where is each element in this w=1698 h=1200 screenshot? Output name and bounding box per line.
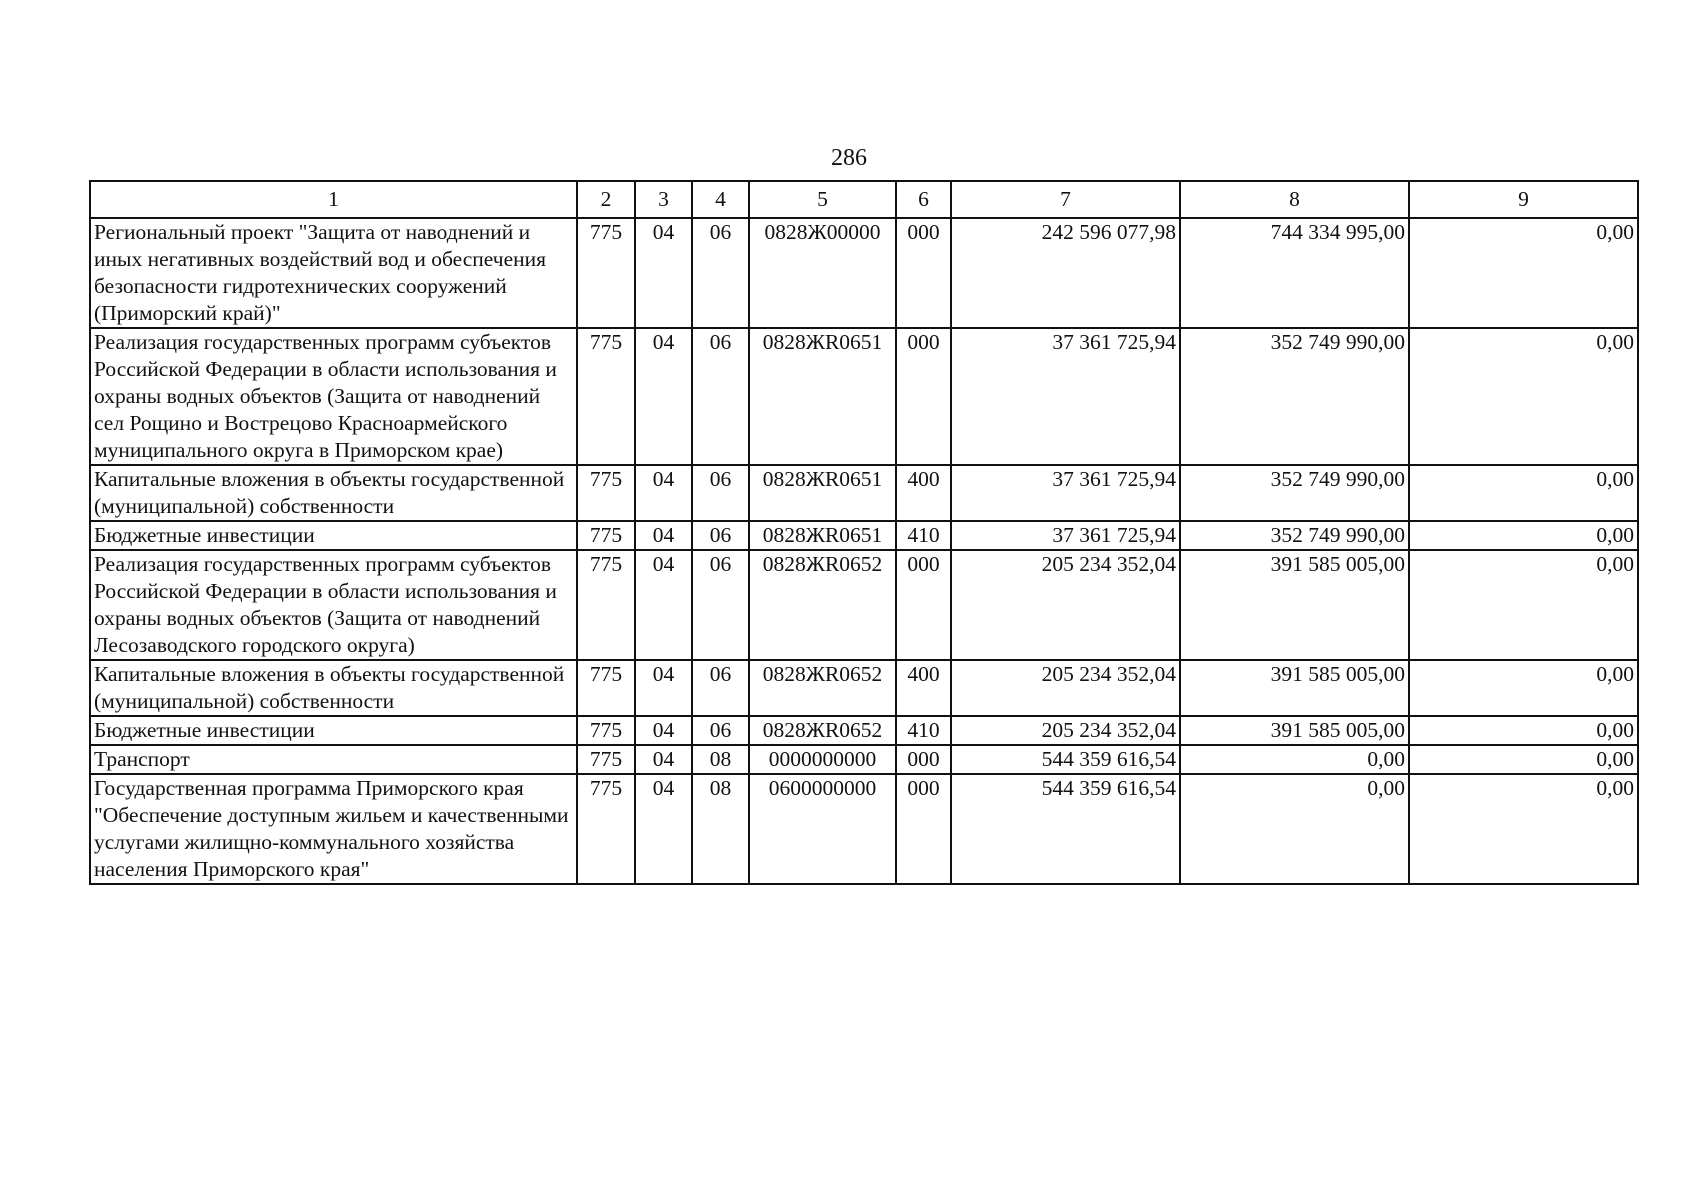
table-row	[90, 660, 1638, 716]
section-code: 04	[635, 328, 692, 465]
table-row	[90, 521, 1638, 550]
amount-col8: 0,00	[1180, 774, 1409, 884]
section-code: 04	[635, 660, 692, 716]
table-row	[90, 745, 1638, 774]
ministry-code: 775	[577, 521, 635, 550]
amount-col8: 352 749 990,00	[1180, 328, 1409, 465]
amount-col8: 352 749 990,00	[1180, 465, 1409, 521]
ministry-code: 775	[577, 716, 635, 745]
budget-table	[89, 180, 1639, 885]
expense-type-code: 000	[896, 774, 951, 884]
amount-col7: 242 596 077,98	[951, 218, 1180, 328]
row-description: Транспорт	[90, 745, 577, 774]
column-header: 6	[896, 181, 951, 218]
amount-col9: 0,00	[1409, 521, 1638, 550]
target-article-code: 0828ЖR0651	[749, 521, 896, 550]
amount-col8: 391 585 005,00	[1180, 716, 1409, 745]
row-description: Капитальные вложения в объекты государственной (муниципальной) собственности	[90, 660, 577, 716]
row-description: Бюджетные инвестиции	[90, 716, 577, 745]
section-code: 04	[635, 745, 692, 774]
amount-col7: 544 359 616,54	[951, 745, 1180, 774]
column-header: 4	[692, 181, 749, 218]
amount-col9: 0,00	[1409, 660, 1638, 716]
section-code: 04	[635, 465, 692, 521]
amount-col7: 37 361 725,94	[951, 328, 1180, 465]
amount-col7: 37 361 725,94	[951, 465, 1180, 521]
page-number: 286	[831, 145, 867, 171]
ministry-code: 775	[577, 745, 635, 774]
amount-col8: 391 585 005,00	[1180, 660, 1409, 716]
subsection-code: 06	[692, 521, 749, 550]
ministry-code: 775	[577, 660, 635, 716]
expense-type-code: 000	[896, 745, 951, 774]
amount-col7: 205 234 352,04	[951, 660, 1180, 716]
amount-col7: 205 234 352,04	[951, 550, 1180, 660]
section-code: 04	[635, 218, 692, 328]
table-row	[90, 550, 1638, 660]
target-article-code: 0828ЖR0651	[749, 465, 896, 521]
ministry-code: 775	[577, 218, 635, 328]
expense-type-code: 410	[896, 521, 951, 550]
target-article-code: 0828ЖR0651	[749, 328, 896, 465]
table-row	[90, 716, 1638, 745]
table-row	[90, 465, 1638, 521]
amount-col8: 0,00	[1180, 745, 1409, 774]
amount-col9: 0,00	[1409, 745, 1638, 774]
target-article-code: 0600000000	[749, 774, 896, 884]
subsection-code: 08	[692, 774, 749, 884]
row-description: Реализация государственных программ субъектов Российской Федерации в области использования и охраны водных объектов (Защита от наводнений Лесозаводского городского округа)	[90, 550, 577, 660]
amount-col9: 0,00	[1409, 328, 1638, 465]
column-header: 8	[1180, 181, 1409, 218]
expense-type-code: 000	[896, 218, 951, 328]
table-row	[90, 328, 1638, 465]
amount-col9: 0,00	[1409, 465, 1638, 521]
amount-col9: 0,00	[1409, 550, 1638, 660]
expense-type-code: 410	[896, 716, 951, 745]
subsection-code: 08	[692, 745, 749, 774]
column-header: 1	[90, 181, 577, 218]
section-code: 04	[635, 774, 692, 884]
amount-col7: 205 234 352,04	[951, 716, 1180, 745]
column-header: 3	[635, 181, 692, 218]
row-description: Региональный проект "Защита от наводнений и иных негативных воздействий вод и обеспечения безопасности гидротехнических сооружений (Приморский край)"	[90, 218, 577, 328]
amount-col9: 0,00	[1409, 716, 1638, 745]
table-row	[90, 774, 1638, 884]
header-row	[90, 181, 1638, 218]
expense-type-code: 400	[896, 465, 951, 521]
ministry-code: 775	[577, 774, 635, 884]
target-article-code: 0828Ж00000	[749, 218, 896, 328]
target-article-code: 0000000000	[749, 745, 896, 774]
amount-col8: 391 585 005,00	[1180, 550, 1409, 660]
subsection-code: 06	[692, 328, 749, 465]
target-article-code: 0828ЖR0652	[749, 660, 896, 716]
ministry-code: 775	[577, 465, 635, 521]
column-header: 9	[1409, 181, 1638, 218]
expense-type-code: 000	[896, 550, 951, 660]
section-code: 04	[635, 716, 692, 745]
column-header: 5	[749, 181, 896, 218]
subsection-code: 06	[692, 660, 749, 716]
amount-col7: 37 361 725,94	[951, 521, 1180, 550]
table-row	[90, 218, 1638, 328]
subsection-code: 06	[692, 550, 749, 660]
amount-col9: 0,00	[1409, 218, 1638, 328]
amount-col9: 0,00	[1409, 774, 1638, 884]
subsection-code: 06	[692, 716, 749, 745]
expense-type-code: 400	[896, 660, 951, 716]
section-code: 04	[635, 521, 692, 550]
subsection-code: 06	[692, 465, 749, 521]
subsection-code: 06	[692, 218, 749, 328]
row-description: Реализация государственных программ субъектов Российской Федерации в области использования и охраны водных объектов (Защита от наводнений сел Рощино и Вострецово Красноармейского муниципального округа в Приморском крае)	[90, 328, 577, 465]
section-code: 04	[635, 550, 692, 660]
amount-col7: 544 359 616,54	[951, 774, 1180, 884]
amount-col8: 744 334 995,00	[1180, 218, 1409, 328]
amount-col8: 352 749 990,00	[1180, 521, 1409, 550]
target-article-code: 0828ЖR0652	[749, 716, 896, 745]
target-article-code: 0828ЖR0652	[749, 550, 896, 660]
expense-type-code: 000	[896, 328, 951, 465]
row-description: Государственная программа Приморского края "Обеспечение доступным жильем и качественными услугами жилищно-коммунального хозяйства населения Приморского края"	[90, 774, 577, 884]
column-header: 7	[951, 181, 1180, 218]
column-header: 2	[577, 181, 635, 218]
row-description: Бюджетные инвестиции	[90, 521, 577, 550]
ministry-code: 775	[577, 550, 635, 660]
ministry-code: 775	[577, 328, 635, 465]
row-description: Капитальные вложения в объекты государственной (муниципальной) собственности	[90, 465, 577, 521]
